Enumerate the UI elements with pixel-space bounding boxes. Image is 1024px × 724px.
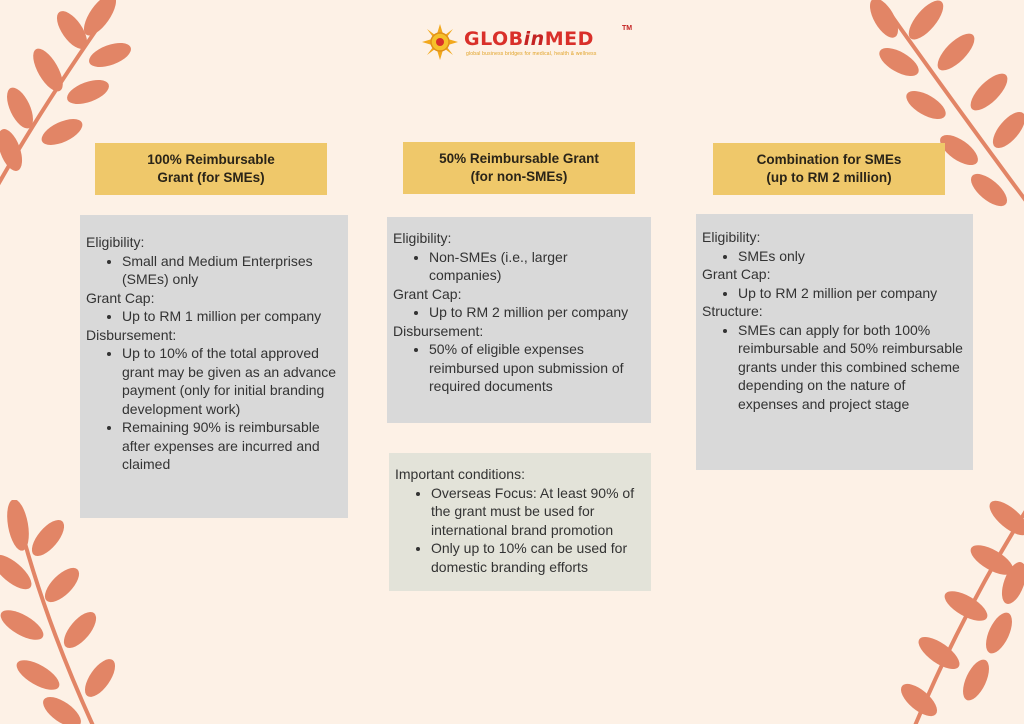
leaf-branch-bottom-right-decoration (884, 488, 1024, 724)
header-combination-smes: Combination for SMEs (up to RM 2 million) (713, 143, 945, 195)
section-label: Grant Cap: (86, 289, 155, 306)
header-50-reimbursable: 50% Reimbursable Grant (for non-SMEs) (403, 142, 635, 194)
details-box-combination (696, 214, 973, 470)
list-item: • Up to 10% of the total approved grant may be given as an advance payment (only for initial branding development work) (122, 344, 340, 418)
section-label: Disbursement: (86, 326, 177, 343)
sun-icon (422, 24, 458, 60)
globinmed-logo (422, 22, 632, 62)
list-item: • Overseas Focus: At least 90% of the grant must be used for international brand promotion (431, 484, 643, 540)
list-item: • Up to RM 2 million per company (738, 284, 965, 303)
list-item: • Remaining 90% is reimbursable after expenses are incurred and claimed (122, 418, 340, 474)
list-item: • Only up to 10% can be used for domestic branding efforts (431, 539, 643, 576)
list-item: • SMEs can apply for both 100% reimbursable and 50% reimbursable grants under this combined scheme depending on the nature of expenses and project stage (738, 321, 965, 414)
section-label: Disbursement: (393, 322, 484, 339)
trademark-symbol: TM (622, 25, 633, 32)
section-label: Eligibility: (702, 229, 761, 245)
section-label: Grant Cap: (393, 285, 462, 302)
list-item: • Up to RM 1 million per company (122, 307, 340, 326)
section-label: Eligibility: (86, 234, 145, 250)
list-item: • Small and Medium Enterprises (SMEs) only (122, 252, 340, 289)
list-item: • SMEs only (738, 247, 965, 266)
conditions-label: Important conditions: (395, 466, 525, 482)
list-item: • Up to RM 2 million per company (429, 303, 643, 322)
important-conditions-box (389, 453, 651, 591)
details-box-100-reimbursable (80, 215, 348, 518)
section-label: Structure: (702, 303, 763, 319)
brand-wordmark: GLOBinMED (464, 28, 594, 50)
details-box-50-reimbursable (387, 217, 651, 423)
section-label: Grant Cap: (702, 266, 771, 282)
header-100-reimbursable: 100% Reimbursable Grant (for SMEs) (95, 143, 327, 195)
leaf-branch-bottom-left-decoration (0, 500, 140, 724)
section-label: Eligibility: (393, 230, 452, 246)
brand-tagline: global business bridges for medical, health & wellness (466, 51, 597, 57)
list-item: • Non-SMEs (i.e., larger companies) (429, 248, 643, 285)
list-item: • 50% of eligible expenses reimbursed upon submission of required documents (429, 340, 643, 396)
